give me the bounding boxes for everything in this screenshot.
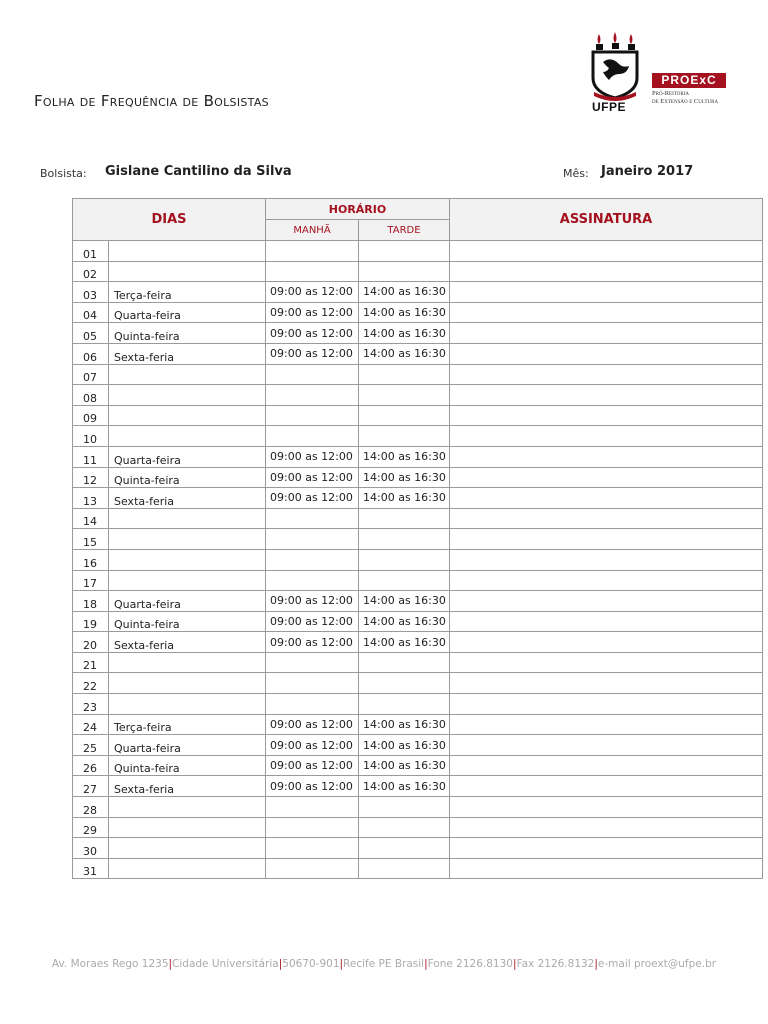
day-number: 05 <box>73 323 109 344</box>
mes-value: Janeiro 2017 <box>601 164 694 179</box>
day-number: 07 <box>73 364 109 385</box>
day-number: 19 <box>73 611 109 632</box>
weekday: Quinta-feira <box>109 755 266 776</box>
day-number: 31 <box>73 858 109 879</box>
afternoon-hours <box>359 549 450 570</box>
signature-cell[interactable] <box>450 838 763 859</box>
signature-cell[interactable] <box>450 323 763 344</box>
afternoon-hours <box>359 261 450 282</box>
morning-hours: 09:00 as 12:00 <box>266 282 359 303</box>
signature-cell[interactable] <box>450 797 763 818</box>
weekday: Sexta-feria <box>109 343 266 364</box>
day-number: 18 <box>73 591 109 612</box>
weekday: Quarta-feira <box>109 735 266 756</box>
morning-hours <box>266 673 359 694</box>
table-row <box>73 241 763 262</box>
signature-cell[interactable] <box>450 364 763 385</box>
afternoon-hours: 14:00 as 16:30 <box>359 282 450 303</box>
afternoon-hours: 14:00 as 16:30 <box>359 611 450 632</box>
afternoon-hours: 14:00 as 16:30 <box>359 343 450 364</box>
table-row <box>73 529 763 550</box>
table-row <box>73 838 763 859</box>
weekday: Quarta-feira <box>109 446 266 467</box>
morning-hours <box>266 858 359 879</box>
signature-cell[interactable] <box>450 755 763 776</box>
signature-cell[interactable] <box>450 241 763 262</box>
morning-hours <box>266 241 359 262</box>
signature-cell[interactable] <box>450 282 763 303</box>
signature-cell[interactable] <box>450 446 763 467</box>
afternoon-hours: 14:00 as 16:30 <box>359 446 450 467</box>
day-number: 24 <box>73 714 109 735</box>
day-number: 25 <box>73 735 109 756</box>
weekday <box>109 652 266 673</box>
morning-hours: 09:00 as 12:00 <box>266 755 359 776</box>
bolsista-value: Gislane Cantilino da Silva <box>105 164 292 179</box>
day-number: 11 <box>73 446 109 467</box>
morning-hours <box>266 817 359 838</box>
signature-cell[interactable] <box>450 735 763 756</box>
proexc-subtitle <box>652 90 718 106</box>
day-number: 12 <box>73 467 109 488</box>
afternoon-hours: 14:00 as 16:30 <box>359 591 450 612</box>
signature-cell[interactable] <box>450 343 763 364</box>
header-tarde: TARDE <box>359 220 450 241</box>
day-number: 30 <box>73 838 109 859</box>
signature-cell[interactable] <box>450 302 763 323</box>
table-row <box>73 364 763 385</box>
afternoon-hours: 14:00 as 16:30 <box>359 714 450 735</box>
weekday <box>109 570 266 591</box>
day-number: 13 <box>73 488 109 509</box>
morning-hours: 09:00 as 12:00 <box>266 323 359 344</box>
weekday: Terça-feira <box>109 714 266 735</box>
morning-hours: 09:00 as 12:00 <box>266 714 359 735</box>
weekday: Quinta-feira <box>109 323 266 344</box>
weekday <box>109 549 266 570</box>
morning-hours: 09:00 as 12:00 <box>266 632 359 653</box>
logos <box>588 30 733 118</box>
day-number: 03 <box>73 282 109 303</box>
signature-cell[interactable] <box>450 467 763 488</box>
morning-hours <box>266 261 359 282</box>
weekday <box>109 426 266 447</box>
day-number: 22 <box>73 673 109 694</box>
weekday <box>109 405 266 426</box>
morning-hours <box>266 549 359 570</box>
day-number: 15 <box>73 529 109 550</box>
bolsista-label: Bolsista: <box>40 167 87 180</box>
morning-hours <box>266 838 359 859</box>
ufpe-label: UFPE <box>592 100 627 114</box>
morning-hours <box>266 405 359 426</box>
signature-cell[interactable] <box>450 611 763 632</box>
afternoon-hours <box>359 838 450 859</box>
proexc-subtitle-line1: Pró-Reitoria <box>652 90 689 97</box>
signature-cell[interactable] <box>450 261 763 282</box>
day-number: 04 <box>73 302 109 323</box>
table-row <box>73 797 763 818</box>
day-number: 14 <box>73 508 109 529</box>
signature-cell[interactable] <box>450 817 763 838</box>
table-row <box>73 385 763 406</box>
afternoon-hours: 14:00 as 16:30 <box>359 302 450 323</box>
footer-separator: | <box>168 958 173 970</box>
table-row <box>73 467 763 488</box>
footer-item: 50670-901 <box>282 958 340 970</box>
afternoon-hours <box>359 241 450 262</box>
weekday <box>109 817 266 838</box>
weekday <box>109 261 266 282</box>
table-row <box>73 549 763 570</box>
day-number: 26 <box>73 755 109 776</box>
weekday <box>109 364 266 385</box>
morning-hours <box>266 508 359 529</box>
day-number: 27 <box>73 776 109 797</box>
footer-item: Fone 2126.8130 <box>427 958 513 970</box>
day-number: 29 <box>73 817 109 838</box>
weekday: Quarta-feira <box>109 591 266 612</box>
footer-item: Recife PE Brasil <box>343 958 425 970</box>
afternoon-hours <box>359 673 450 694</box>
afternoon-hours <box>359 797 450 818</box>
day-number: 23 <box>73 694 109 715</box>
afternoon-hours <box>359 405 450 426</box>
morning-hours <box>266 385 359 406</box>
header-dias: DIAS <box>73 199 266 241</box>
morning-hours: 09:00 as 12:00 <box>266 343 359 364</box>
header-manha: MANHÃ <box>266 220 359 241</box>
afternoon-hours <box>359 426 450 447</box>
footer-separator: | <box>594 958 598 970</box>
afternoon-hours <box>359 508 450 529</box>
table-row <box>73 694 763 715</box>
weekday: Quinta-feira <box>109 467 266 488</box>
attendance-table <box>72 198 763 879</box>
document-title: Folha de Frequência de Bolsistas <box>34 92 269 110</box>
signature-cell[interactable] <box>450 673 763 694</box>
afternoon-hours <box>359 570 450 591</box>
morning-hours: 09:00 as 12:00 <box>266 302 359 323</box>
header-assinatura: ASSINATURA <box>450 199 763 241</box>
weekday: Sexta-feria <box>109 632 266 653</box>
afternoon-hours <box>359 364 450 385</box>
weekday <box>109 673 266 694</box>
day-number: 09 <box>73 405 109 426</box>
header-horario: HORÁRIO <box>266 199 450 220</box>
afternoon-hours: 14:00 as 16:30 <box>359 488 450 509</box>
footer-separator: | <box>339 958 344 970</box>
footer-separator: | <box>278 958 283 970</box>
table-row <box>73 652 763 673</box>
footer-separator: | <box>512 958 517 970</box>
afternoon-hours <box>359 817 450 838</box>
signature-cell[interactable] <box>450 652 763 673</box>
morning-hours <box>266 652 359 673</box>
afternoon-hours <box>359 694 450 715</box>
table-row <box>73 323 763 344</box>
morning-hours: 09:00 as 12:00 <box>266 611 359 632</box>
table-row <box>73 776 763 797</box>
signature-cell[interactable] <box>450 488 763 509</box>
afternoon-hours <box>359 652 450 673</box>
morning-hours: 09:00 as 12:00 <box>266 446 359 467</box>
weekday: Quarta-feira <box>109 302 266 323</box>
weekday <box>109 385 266 406</box>
table-row <box>73 446 763 467</box>
table-row <box>73 673 763 694</box>
day-number: 17 <box>73 570 109 591</box>
table-row <box>73 282 763 303</box>
signature-cell[interactable] <box>450 426 763 447</box>
morning-hours <box>266 426 359 447</box>
table-body <box>73 241 763 879</box>
day-number: 20 <box>73 632 109 653</box>
footer-address <box>0 958 768 970</box>
morning-hours: 09:00 as 12:00 <box>266 591 359 612</box>
mes-label: Mês: <box>563 167 589 180</box>
weekday <box>109 508 266 529</box>
afternoon-hours: 14:00 as 16:30 <box>359 735 450 756</box>
proexc-subtitle-line2: de Extensão e Cultura <box>652 98 719 105</box>
day-number: 01 <box>73 241 109 262</box>
table-row <box>73 755 763 776</box>
proexc-logo: PROExC <box>652 73 726 88</box>
table-row <box>73 302 763 323</box>
table-row <box>73 817 763 838</box>
table-row <box>73 405 763 426</box>
weekday: Sexta-feria <box>109 488 266 509</box>
table-row <box>73 735 763 756</box>
table-row <box>73 858 763 879</box>
table-row <box>73 591 763 612</box>
signature-cell[interactable] <box>450 714 763 735</box>
table-row <box>73 611 763 632</box>
table-row <box>73 426 763 447</box>
day-number: 06 <box>73 343 109 364</box>
day-number: 28 <box>73 797 109 818</box>
footer-item: Fax 2126.8132 <box>516 958 595 970</box>
weekday <box>109 694 266 715</box>
table-row <box>73 508 763 529</box>
afternoon-hours <box>359 858 450 879</box>
signature-cell[interactable] <box>450 776 763 797</box>
footer-separator: | <box>424 958 428 970</box>
weekday: Quinta-feira <box>109 611 266 632</box>
signature-cell[interactable] <box>450 385 763 406</box>
weekday <box>109 838 266 859</box>
morning-hours: 09:00 as 12:00 <box>266 488 359 509</box>
morning-hours <box>266 529 359 550</box>
afternoon-hours: 14:00 as 16:30 <box>359 632 450 653</box>
footer-item: Av. Moraes Rego 1235 <box>51 958 169 970</box>
day-number: 08 <box>73 385 109 406</box>
afternoon-hours <box>359 385 450 406</box>
weekday <box>109 858 266 879</box>
table-row <box>73 632 763 653</box>
afternoon-hours: 14:00 as 16:30 <box>359 776 450 797</box>
afternoon-hours <box>359 529 450 550</box>
signature-cell[interactable] <box>450 632 763 653</box>
day-number: 10 <box>73 426 109 447</box>
weekday: Terça-feira <box>109 282 266 303</box>
signature-cell[interactable] <box>450 858 763 879</box>
morning-hours <box>266 364 359 385</box>
signature-cell[interactable] <box>450 694 763 715</box>
day-number: 02 <box>73 261 109 282</box>
signature-cell[interactable] <box>450 549 763 570</box>
footer-item: Cidade Universitária <box>172 958 279 970</box>
table-row <box>73 488 763 509</box>
signature-cell[interactable] <box>450 508 763 529</box>
day-number: 21 <box>73 652 109 673</box>
morning-hours: 09:00 as 12:00 <box>266 467 359 488</box>
weekday <box>109 797 266 818</box>
morning-hours <box>266 570 359 591</box>
signature-cell[interactable] <box>450 405 763 426</box>
morning-hours <box>266 694 359 715</box>
weekday <box>109 241 266 262</box>
day-number: 16 <box>73 549 109 570</box>
signature-cell[interactable] <box>450 570 763 591</box>
weekday <box>109 529 266 550</box>
afternoon-hours: 14:00 as 16:30 <box>359 755 450 776</box>
morning-hours: 09:00 as 12:00 <box>266 735 359 756</box>
afternoon-hours: 14:00 as 16:30 <box>359 467 450 488</box>
signature-cell[interactable] <box>450 591 763 612</box>
footer-item: e-mail proext@ufpe.br <box>597 958 717 970</box>
table-row <box>73 570 763 591</box>
signature-cell[interactable] <box>450 529 763 550</box>
weekday: Sexta-feria <box>109 776 266 797</box>
morning-hours: 09:00 as 12:00 <box>266 776 359 797</box>
table-row <box>73 714 763 735</box>
morning-hours <box>266 797 359 818</box>
table-row <box>73 261 763 282</box>
table-row <box>73 343 763 364</box>
afternoon-hours: 14:00 as 16:30 <box>359 323 450 344</box>
